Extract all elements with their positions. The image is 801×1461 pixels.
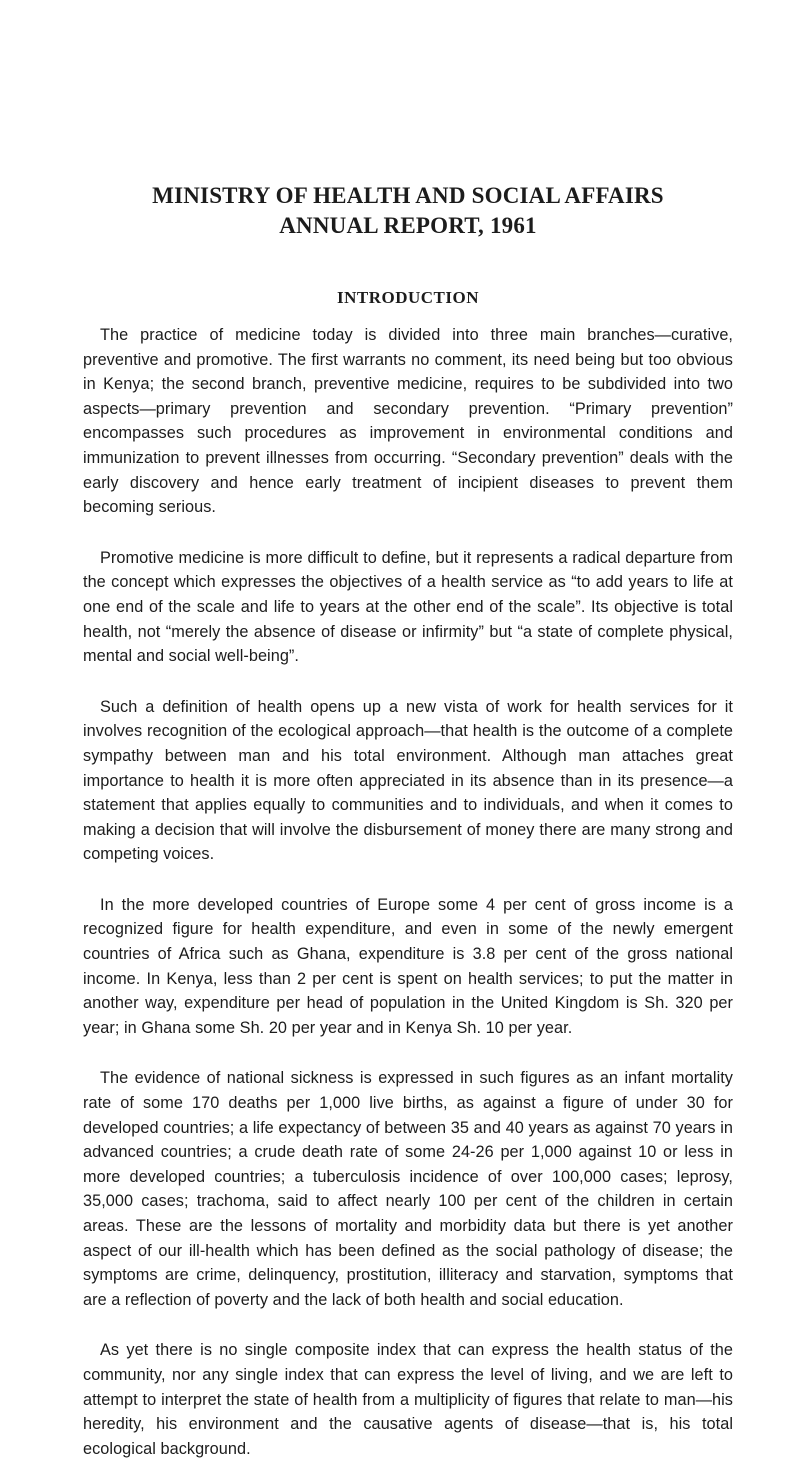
paragraph-branches-of-medicine: The practice of medicine today is divided into three main branches—curative, preventive and promotive. The first warrants no comment, its need being but too obvious in Kenya; the second branch, preventive medicine, requires to be subdivided into two aspects—primary prevention and secondary prevention. “Primary prevention” encompasses such procedures as improvement in environmental conditions and immunization to prevent illnesses from occurring. “Secondary prevention” deals with the early discovery and hence early treatment of incipient diseases to prevent them becoming serious.	[83, 326, 733, 517]
paragraph-health-index: As yet there is no single composite index that can express the health status of the community, nor any single index that can express the level of living, and we are left to attempt to interpret the state of health from a multiplicity of figures that relate to man—his heredity, his environment and the causative agents of disease—that is, his total ecological background.	[83, 1341, 733, 1458]
body-text	[83, 323, 733, 1461]
paragraph-health-expenditure: In the more developed countries of Europe some 4 per cent of gross income is a recognized figure for health expenditure, and even in some of the newly emergent countries of Africa such as Ghana, expenditure is 3.8 per cent of the gross national income. In Kenya, less than 2 per cent is spent on health services; to put the matter in another way, expenditure per head of population in the United Kingdom is Sh. 320 per year; in Ghana some Sh. 20 per year and in Kenya Sh. 10 per year.	[83, 895, 733, 1037]
annual-report-title: ANNUAL REPORT, 1961	[279, 213, 537, 238]
paragraph-national-sickness: The evidence of national sickness is expressed in such figures as an infant mortality rate of some 170 deaths per 1,000 live births, as against a figure of under 30 for developed countries; a life expectancy of between 35 and 40 years as against 70 years in advanced countries; a crude death rate of some 24-26 per 1,000 against 10 or less in more developed countries; a tuberculosis incidence of over 100,000 cases; leprosy, 35,000 cases; trachoma, said to affect nearly 100 per cent of the children in certain areas. These are the lessons of mortality and morbidity data but there is yet another aspect of our ill-health which has been defined as the social pathology of disease; the symptoms are crime, delinquency, prostitution, illiteracy and starvation, symptoms that are a reflection of poverty and the lack of both health and social education.	[83, 1069, 733, 1309]
paragraph-definition-of-health: Such a definition of health opens up a new vista of work for health services for it involves recognition of the ecological approach—that health is the outcome of a complete sympathy between man and his total environment. Although man attaches great importance to health it is more often appreciated in its absence than in its presence—a statement that applies equally to communities and to individuals, and when it comes to making a decision that will involve the disbursement of money there are many strong and competing voices.	[83, 697, 733, 864]
paragraph-promotive-medicine: Promotive medicine is more difficult to define, but it represents a radical departure from the concept which expresses the objectives of a health service as “to add years to life at one end of the scale and life to years at the other end of the scale”. Its objective is total health, not “merely the absence of disease or infirmity” but “a state of complete physical, mental and social well-being”.	[83, 548, 733, 666]
report-title	[83, 181, 733, 241]
section-heading: INTRODUCTION	[336, 288, 480, 307]
ministry-title: MINISTRY OF HEALTH AND SOCIAL AFFAIRS	[152, 183, 664, 208]
